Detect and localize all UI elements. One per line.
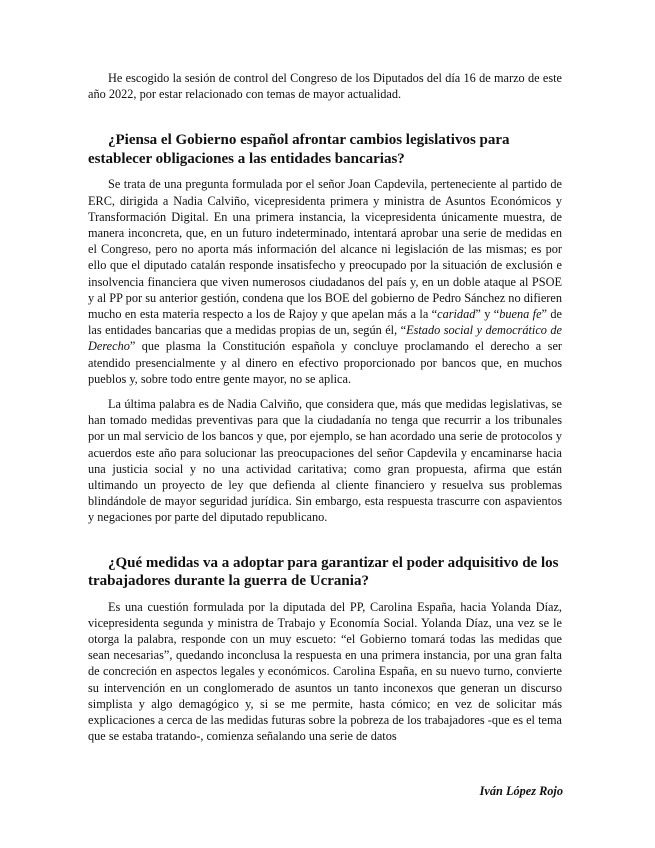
section1-p1-text-a: Se trata de una pregunta formulada por el señor Joan Capdevila, perteneciente al partido de ERC, dirigida a Nadia Calviño, vicepresidenta primera y ministra de Asuntos Económicos y Transformación Digital. En una primera instancia, la vicepresidenta únicamente muestra, de manera inconcreta, que, en un futuro indeterminado, intentará aprobar una serie de medidas en el Congreso, pero no aporta más información del alcance ni legislación de las mismas; es por ello que el diputado catalán responde insatisfecho y preocupado por la situación de exclusión e insolvencia financiera que viven numerosos ciudadanos del país y, en un doble ataque al PSOE y al PP por su anterior gestión, condena que los BOE del gobierno de Pedro Sánchez no difieren mucho en esta materia respecto a los de Rajoy y que apelan más a la “ — [88, 177, 562, 322]
section1-paragraph-2: La última palabra es de Nadia Calviño, que considera que, más que medidas legislativas, se han tomado medidas preventivas para que la ciudadanía no tenga que recurrir a los tribunales por un mal servicio de los bancos y que, por ejemplo, se han acordado una serie de protocolos y acuerdos este año para solucionar las preocupaciones del señor Capdevila y encaminarse hacia una justicia social y no una actividad caritativa; como gran propuesta, afirma que están ultimando un proyecto de ley que defienda al cliente financiero y resuelva sus problemas blindándole de mayor seguridad jurídica. Sin embargo, esta respuesta trascurre con aspavientos y negaciones por parte del diputado republicano. — [88, 397, 562, 525]
section1-paragraph-1 — [88, 176, 562, 387]
section1-p1-text-b: ” y “ — [475, 307, 500, 322]
document-page — [88, 70, 562, 745]
intro-paragraph: He escogido la sesión de control del Congreso de los Diputados del día 16 de marzo de este año 2022, por estar relacionado con temas de mayor actualidad. — [88, 71, 562, 102]
section2-paragraph-1: Es una cuestión formulada por la diputada del PP, Carolina España, hacia Yolanda Díaz, vicepresidenta segunda y ministra de Trabajo y Economía Social. Yolanda Díaz, una vez se le otorga la palabra, responde con un muy escueto: “el Gobierno tomará todas las medidas que sean necesarias”, quedando inconclusa la respuesta en una primera instancia, por una gran falta de concreción en aspectos legales y económicos. Carolina España, en su nuevo turno, convierte su intervención en un conglomerado de asuntos un tanto inconexos que generan un discurso simplista y algo demagógico y, si se me permite, hasta cómico; en vez de solicitar más explicaciones a cerca de las medidas futuras sobre la pobreza de los trabajadores -que es el tema que se estaba tratando-, comienza señalando una serie de datos — [88, 599, 562, 744]
section1-p1-quote-caridad: caridad — [437, 307, 476, 322]
section1-p1-text-c: ” de las entidades bancarias que a medidas propias de un, según él, “ — [88, 307, 562, 338]
section2-heading: ¿Qué medidas va a adoptar para garantizar el poder adquisitivo de los trabajadores durante la guerra de Ucrania? — [88, 554, 559, 590]
section1-heading: ¿Piensa el Gobierno español afrontar cambios legislativos para establecer obligaciones a las entidades bancarias? — [88, 132, 510, 167]
footer-author: Iván López Rojo — [479, 784, 563, 798]
section1-p1-text-d: ” que plasma la Constitución española y concluye proclamando el derecho a ser atendido presencialmente y al dinero en efectivo proporcionado por bancos que, en muchos pueblos y, sobre todo entre gente mayor, no se aplica. — [88, 339, 562, 386]
section1-p1-quote-buena-fe: buena fe — [499, 307, 542, 322]
section1-p1-quote-estado-social: Estado social y democrático de Derecho — [88, 323, 562, 354]
